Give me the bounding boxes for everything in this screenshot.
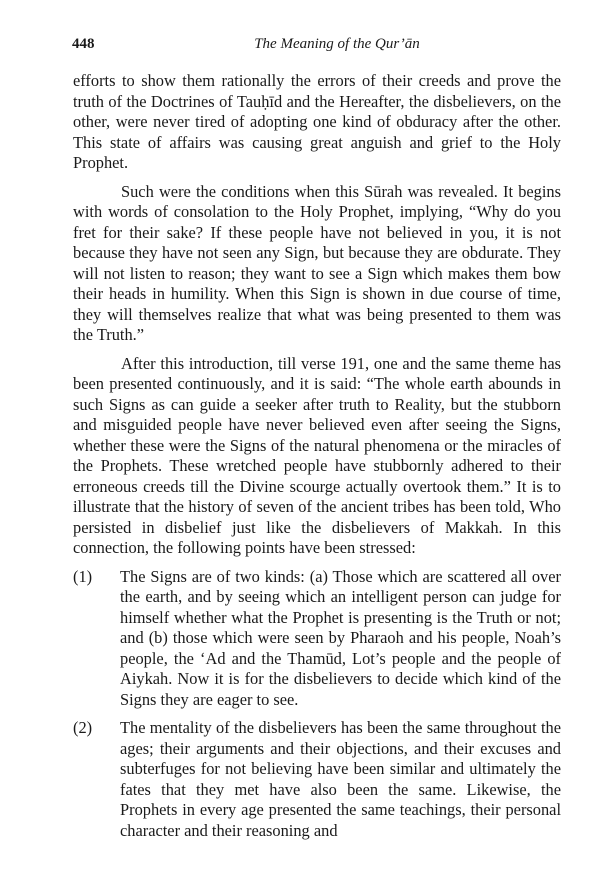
list-item-text: The mentality of the disbelievers has been the same throughout the ages; their arguments and their objections, and their excuses and subterfuges for not believing have been similar and ultimately the fates that they met have also been the same. Likewise, the Prophets in every age presented the same teachings, their personal character and their reasoning and xyxy=(120,718,561,840)
list-item-number: (1) xyxy=(73,566,93,586)
page-header xyxy=(72,36,562,58)
list-item-number: (2) xyxy=(73,718,93,737)
list-item xyxy=(73,718,561,841)
paragraph-introduction: After this introduction, till verse 191, one and the same theme has been presented continuously, and it is said: “The whole earth abounds in such Signs as can guide a seeker after truth to Reality, but the stubborn and misguided people have never believed even after seeing the Signs, whether these were the Signs of the natural phenomena or the miracles of the Prophets. These wretched people have stubbornly adhered to their erroneous creeds till the Divine scourge actually overtook them.” It is to illustrate that the history of seven of the ancient tribes has been told, Who persisted in disbelief just like the disbelievers of Makkah. In this connection, the following points have been stressed: xyxy=(73,353,561,557)
page-number: 448 xyxy=(72,36,95,52)
paragraph-conditions: Such were the conditions when this Sūrah was revealed. It begins with words of consolation to the Holy Prophet, implying, “Why do you fret for their sake? If these people have not believed in you, it is not because they have not seen any Sign, but because they are obdurate. They will not listen to reason; they want to see a Sign which makes them bow their heads in humility. When this Sign is shown in due course of time, they will themselves realize that what was being presented to them was the Truth.” xyxy=(73,181,561,344)
paragraph-continuation: efforts to show them rationally the errors of their creeds and prove the truth of the Doctrines of Tauḥīd and the Hereafter, the disbelievers, on the other, were never tired of adopting one kind of obduracy after the other. This state of affairs was causing great anguish and grief to the Holy Prophet. xyxy=(73,71,561,172)
running-title: The Meaning of the Qur’ān xyxy=(254,36,420,52)
list-item-text: The Signs are of two kinds: (a) Those which are scattered all over the earth, and by seeing which an intelligent person can judge for himself whether what the Prophet is presenting is the Truth or not; and (b) those which were seen by Pharaoh and his people, Noah’s people, the ‘Ad and the Thamūd, Lot’s people and the people of Aiykah. Now it is for the disbelievers to decide which kind of the Signs they are eager to see. xyxy=(120,566,561,709)
page-body xyxy=(73,71,561,841)
list-item xyxy=(73,567,561,711)
